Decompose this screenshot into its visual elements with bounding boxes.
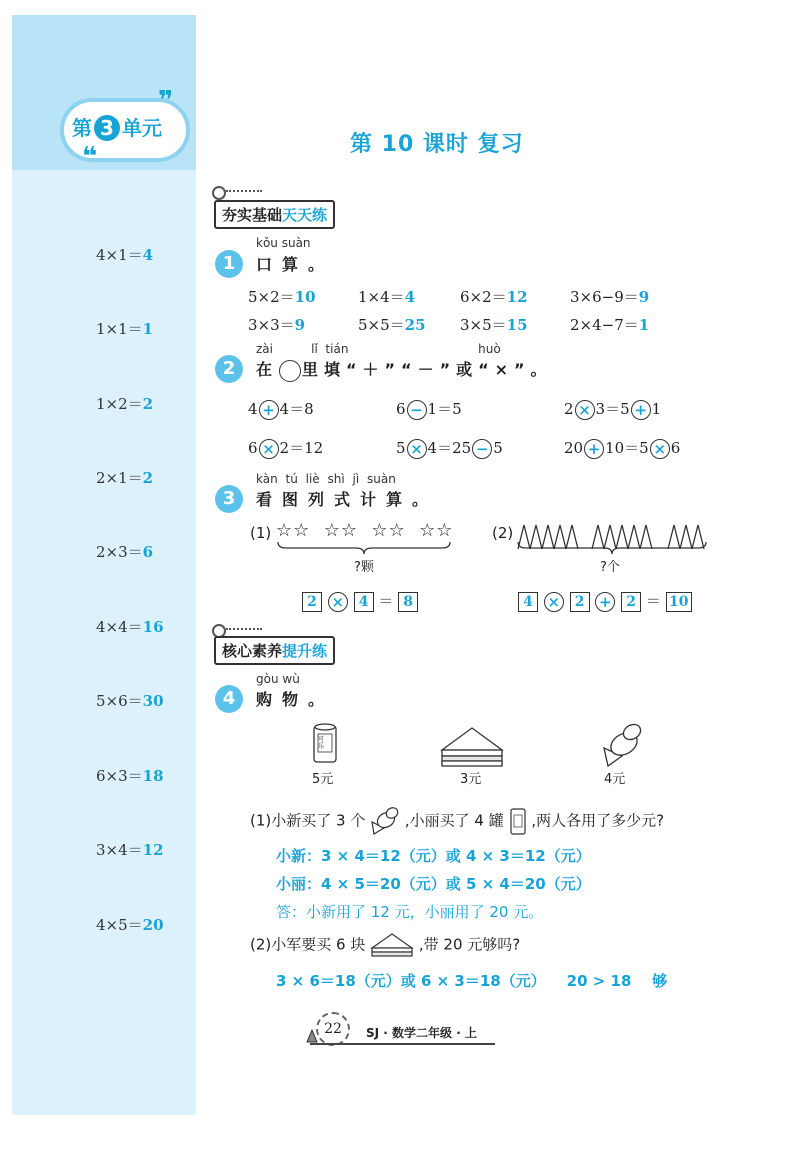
sidebar-answer: 4×1＝4	[96, 246, 154, 264]
sandwich-icon	[370, 932, 414, 958]
unit-badge-label: 第 3 单元	[72, 116, 162, 140]
fill-op-item: 6 − 1＝5	[396, 400, 462, 419]
dotted-line	[226, 628, 262, 630]
fill-op-item: 5 × 4＝25 − 5	[396, 439, 503, 458]
pencil-icon	[305, 1028, 319, 1044]
pinyin: kǒu suàn	[256, 236, 311, 250]
oral-calc-item: 3×6−9＝9	[570, 288, 650, 306]
quote-mark-icon: ❞	[158, 86, 174, 116]
answer-sidebar	[12, 15, 196, 1115]
stars-icon: ☆☆ ☆☆ ☆☆ ☆☆	[276, 520, 454, 541]
brace-icon	[516, 540, 708, 556]
sidebar-answer: 2×3＝6	[96, 543, 154, 561]
fill-op-item: 2 × 3＝5 + 1	[564, 400, 662, 419]
footer-rule	[310, 1043, 495, 1045]
brace-icon	[276, 540, 452, 556]
sub-question-label: (2)	[492, 524, 514, 542]
ice-cream-icon	[370, 806, 400, 836]
sidebar-answer: 5×6＝30	[96, 692, 164, 710]
sidebar-answer: 4×4＝16	[96, 618, 164, 636]
blank-circle-icon	[279, 360, 301, 382]
sidebar-answer: 2×1＝2	[96, 469, 154, 487]
sandwich-icon	[438, 724, 506, 768]
sidebar-answer: 4×5＝20	[96, 916, 164, 934]
can-label: 可乐	[318, 736, 325, 750]
sidebar-answer: 6×3＝18	[96, 767, 164, 785]
pinyin: zài lǐ tián huò	[256, 342, 501, 356]
ice-cream-icon	[600, 720, 644, 768]
sidebar-answer: 1×1＝1	[96, 320, 154, 338]
question-text: 口算。	[256, 255, 335, 274]
fill-op-item: 20 + 10＝5 × 6	[564, 439, 681, 458]
pin-icon	[212, 186, 226, 200]
oral-calc-item: 6×2＝12	[460, 288, 528, 306]
answer-line: 小新：3 × 4＝12（元）或 4 × 3＝12（元）	[276, 847, 591, 865]
question-number: 3	[215, 485, 243, 513]
section-header-core: 核心素养提升练	[214, 636, 335, 665]
brace-label: ?个	[600, 560, 620, 575]
oral-calc-item: 5×5＝25	[358, 316, 426, 334]
sidebar-answer: 1×2＝2	[96, 395, 154, 413]
oral-calc-item: 3×5＝15	[460, 316, 528, 334]
page-number: 22	[316, 1012, 350, 1046]
oral-calc-item: 5×2＝10	[248, 288, 316, 306]
question-text: 在 里填“＋”“－”或“×”。	[256, 357, 553, 382]
question-number: 4	[215, 685, 243, 713]
brace-label: ?颗	[354, 560, 374, 575]
lesson-title: 第 10 课时 复习	[350, 132, 524, 157]
question-text: 看图列式计算。	[256, 490, 439, 509]
section-header-basics: 夯实基础天天练	[214, 200, 335, 229]
question-number: 1	[215, 250, 243, 278]
answer-line: 答：小新用了 12 元，小丽用了 20 元。	[276, 903, 544, 921]
equation-answer: 4 × 2 + 2 ＝ 10	[518, 590, 692, 612]
price-label: 5元	[312, 772, 334, 787]
oral-calc-item: 1×4＝4	[358, 288, 416, 306]
pinyin: gòu wù	[256, 672, 300, 686]
oral-calc-item: 2×4−7＝1	[570, 316, 650, 334]
question-text: 购物。	[256, 690, 335, 709]
price-label: 4元	[604, 772, 626, 787]
quote-mark-icon: ❝	[82, 142, 98, 172]
footer-text: SJ · 数学二年级 · 上	[366, 1026, 477, 1040]
sidebar-answer: 3×4＝12	[96, 841, 164, 859]
sub-question-2: (2)小军要买 6 块 ,带 20 元够吗?	[250, 932, 520, 958]
fill-op-item: 6 × 2＝12	[248, 439, 324, 458]
equation-answer: 2 × 4 ＝ 8	[302, 590, 418, 612]
cola-can-icon	[509, 806, 527, 836]
price-label: 3元	[460, 772, 482, 787]
answer-line: 小丽：4 × 5＝20（元）或 5 × 4＝20（元）	[276, 875, 591, 893]
dotted-line	[226, 190, 262, 192]
fill-op-item: 4 + 4＝8	[248, 400, 314, 419]
sub-question-label: (1)	[250, 524, 272, 542]
oral-calc-item: 3×3＝9	[248, 316, 306, 334]
answer-line: 3 × 6＝18（元）或 6 × 3＝18（元） 20 > 18 够	[276, 972, 668, 990]
question-number: 2	[215, 355, 243, 383]
pinyin: kàn tú liè shì jì suàn	[256, 472, 396, 486]
sub-question-1: (1)小新买了 3 个 ,小丽买了 4 罐 ,两人各用了多少元?	[250, 806, 664, 836]
